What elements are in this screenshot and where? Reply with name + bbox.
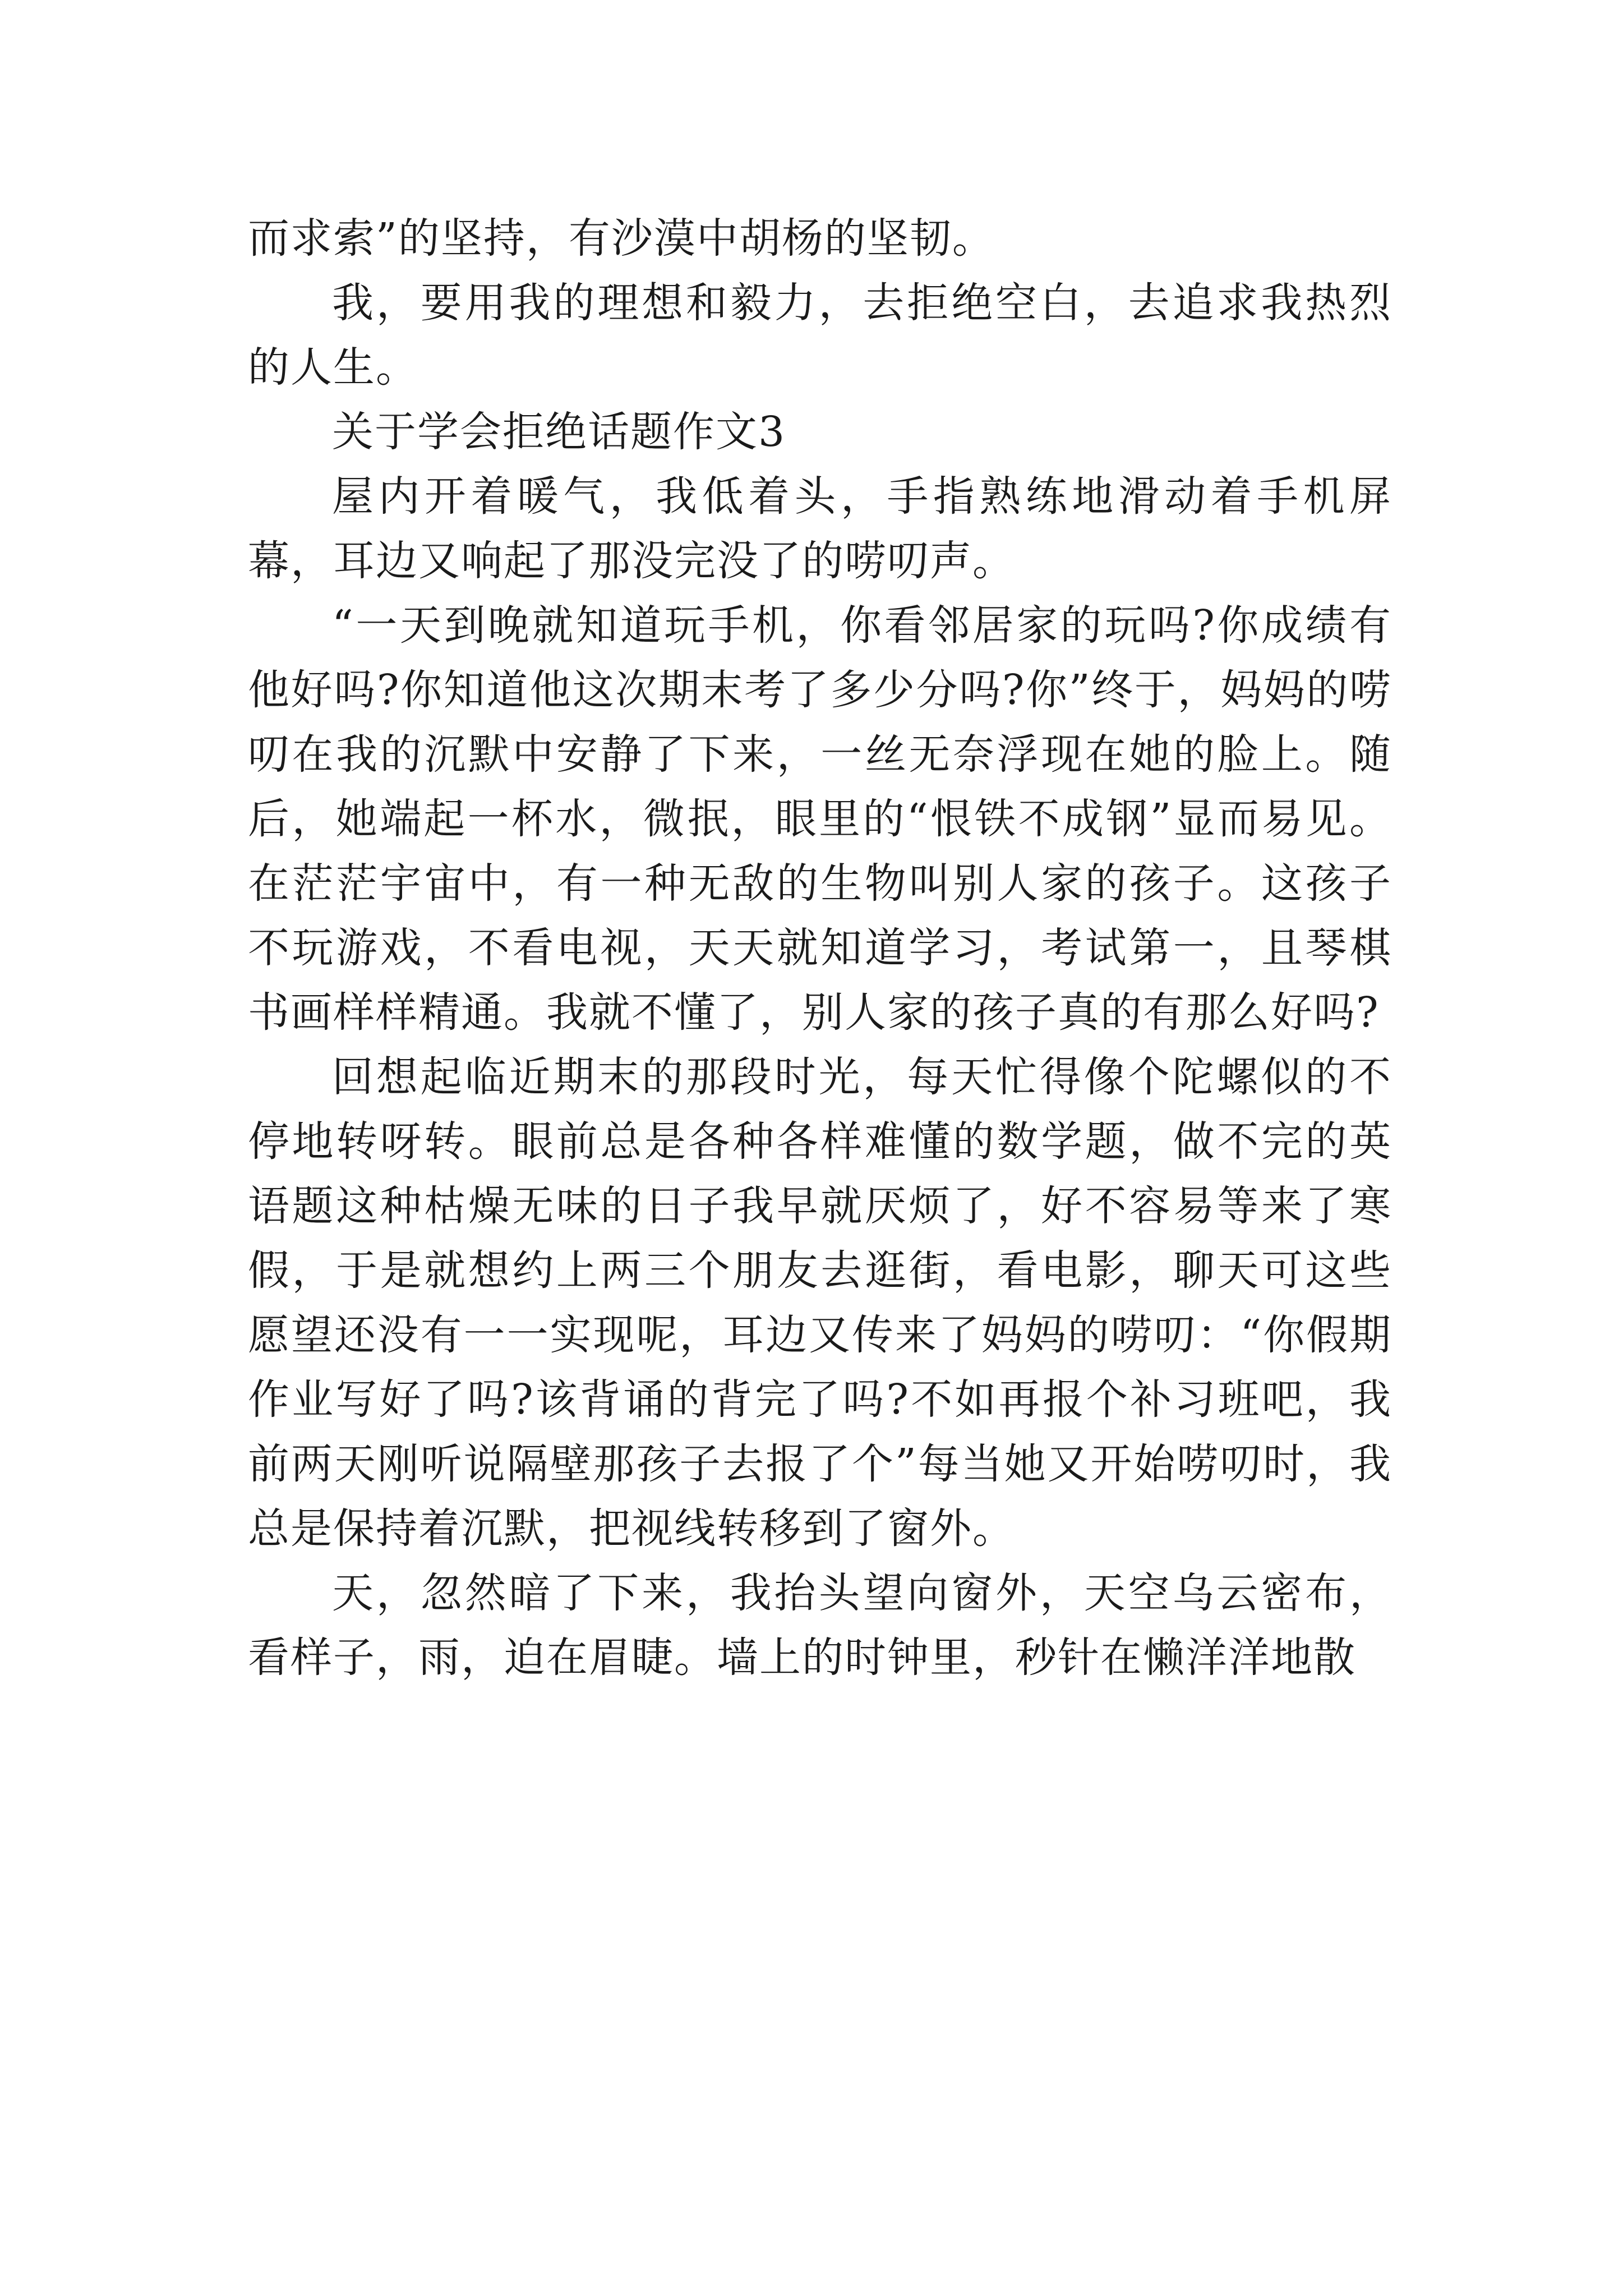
paragraph: “一天到晚就知道玩手机，你看邻居家的玩吗?你成绩有他好吗?你知道他这次期末考了多少分吗?你”终于，妈妈的唠叨在我的沉默中安静了下来，一丝无奈浮现在她的脸上。随后，她端起一杯水，微抿，眼里的“恨铁不成钢”显而易见。在茫茫宇宙中，有一种无敌的生物叫别人家的孩子。这孩子不玩游戏，不看电视，天天就知道学习，考试第一，且琴棋书画样样精通。我就不懂了，别人家的孩子真的有那么好吗?	[248, 601, 1392, 1037]
paragraph: 我，要用我的理想和毅力，去拒绝空白，去追求我热烈的人生。	[248, 279, 1392, 392]
paragraph: 天，忽然暗了下来，我抬头望向窗外，天空乌云密布，看样子，雨，迫在眉睫。墙上的时钟里，秒针在懒洋洋地散	[248, 1569, 1392, 1682]
section-heading: 关于学会拒绝话题作文3	[332, 408, 786, 456]
paragraph: 回想起临近期末的那段时光，每天忙得像个陀螺似的不停地转呀转。眼前总是各种各样难懂的数学题，做不完的英语题这种枯燥无味的日子我早就厌烦了，好不容易等来了寒假，于是就想约上两三个朋友去逛街，看电影，聊天可这些愿望还没有一一实现呢，耳边又传来了妈妈的唠叨：“你假期作业写好了吗?该背诵的背完了吗?不如再报个补习班吧，我前两天刚听说隔壁那孩子去报了个”每当她又开始唠叨时，我总是保持着沉默，把视线转移到了窗外。	[248, 1053, 1392, 1553]
document-body	[248, 206, 1392, 1690]
paragraph-continued: 而求索”的坚持，有沙漠中胡杨的坚韧。	[248, 214, 995, 263]
paragraph: 屋内开着暖气，我低着头，手指熟练地滑动着手机屏幕，耳边又响起了那没完没了的唠叨声。	[248, 472, 1392, 585]
